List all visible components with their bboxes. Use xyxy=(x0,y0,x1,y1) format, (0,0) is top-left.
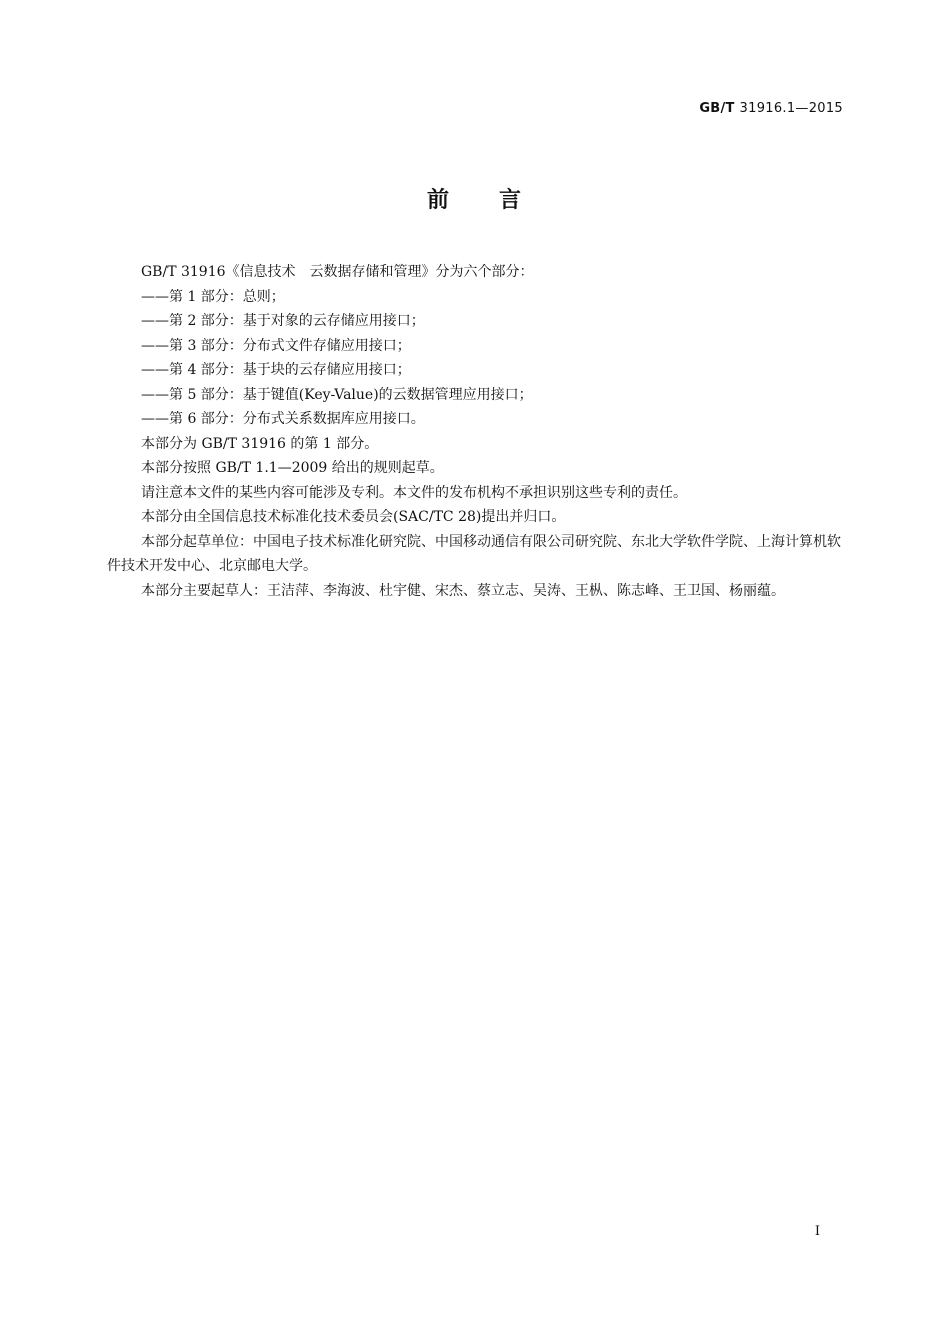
part-list-item: ——第 4 部分：基于块的云存储应用接口； xyxy=(141,362,411,378)
body-paragraph: 本部分起草单位：中国电子技术标准化研究院、中国移动通信有限公司研究院、东北大学软件学院、上海计算机软件技术开发中心、北京邮电大学。 xyxy=(107,533,841,574)
body-paragraph: 本部分主要起草人：王洁萍、李海波、杜宇健、宋杰、蔡立志、吴涛、王枞、陈志峰、王卫国、杨丽蕴。 xyxy=(141,582,785,599)
body-paragraph: 本部分按照 GB/T 1.1—2009 给出的规则起草。 xyxy=(141,460,444,476)
standard-code xyxy=(699,101,843,116)
part-list-item: ——第 2 部分：基于对象的云存储应用接口； xyxy=(141,313,425,329)
standard-code-prefix: GB/T xyxy=(699,101,735,116)
foreword-body xyxy=(107,260,847,603)
part-list-item: ——第 1 部分：总则； xyxy=(141,288,285,305)
standard-code-number: 31916.1—2015 xyxy=(739,101,843,116)
part-list-item: ——第 5 部分：基于键值(Key-Value)的云数据管理应用接口； xyxy=(141,386,533,403)
page-title: 前 言 xyxy=(426,188,523,213)
body-paragraph: 请注意本文件的某些内容可能涉及专利。本文件的发布机构不承担识别这些专利的责任。 xyxy=(141,484,687,501)
part-list-item: ——第 6 部分：分布式关系数据库应用接口。 xyxy=(141,411,425,427)
page-number: I xyxy=(814,1224,820,1239)
intro-paragraph: GB/T 31916《信息技术 云数据存储和管理》分为六个部分： xyxy=(141,264,534,280)
part-list-item: ——第 3 部分：分布式文件存储应用接口； xyxy=(141,337,411,354)
body-paragraph: 本部分由全国信息技术标准化技术委员会(SAC/TC 28)提出并归口。 xyxy=(141,509,566,525)
body-paragraph: 本部分为 GB/T 31916 的第 1 部分。 xyxy=(141,435,379,452)
